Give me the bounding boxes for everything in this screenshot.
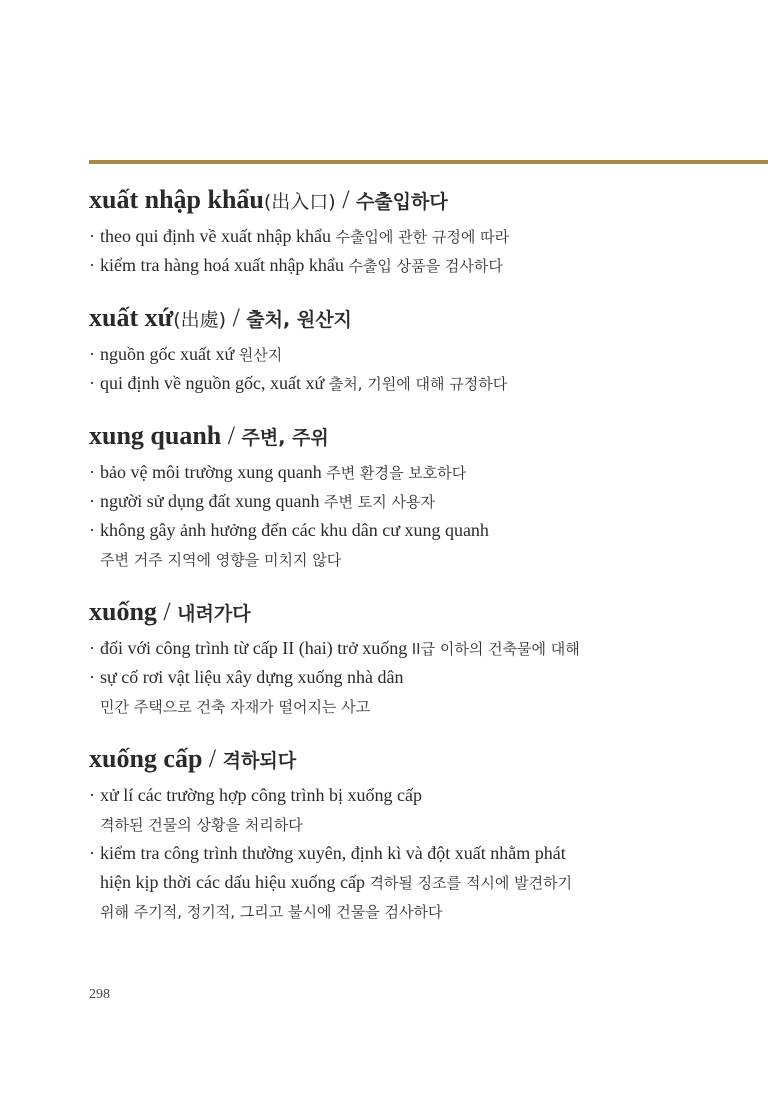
dictionary-entry — [89, 739, 749, 926]
example-line — [89, 487, 749, 516]
hanja: (出處) — [173, 309, 227, 331]
korean-meaning: 내려가다 — [177, 603, 251, 625]
korean-text: 원산지 — [238, 346, 283, 364]
vietnamese-text: theo qui định về xuất nhập khẩu — [100, 226, 336, 246]
vietnamese-text: hiện kịp thời các dấu hiệu xuống cấp — [100, 872, 370, 892]
korean-meaning: 격하되다 — [222, 750, 297, 772]
vietnamese-text: đối với công trình từ cấp II (hai) trở xuống — [100, 638, 412, 658]
example-line — [89, 545, 749, 574]
dictionary-entry — [89, 416, 749, 574]
headword-line — [89, 298, 749, 340]
vietnamese-text: sự cố rơi vật liệu xây dựng xuống nhà dân — [100, 667, 404, 687]
separator: / — [226, 303, 247, 332]
example-line — [89, 369, 749, 398]
bullet: · — [89, 843, 95, 863]
vietnamese-text: không gây ảnh hưởng đến các khu dân cư xung quanh — [100, 520, 489, 540]
korean-meaning: 출처, 원산지 — [246, 309, 352, 331]
headword: xuống — [89, 597, 157, 626]
korean-text: 격하된 건물의 상황을 처리하다 — [100, 816, 303, 834]
bullet: · — [89, 785, 95, 805]
dictionary-entry — [89, 180, 749, 280]
korean-text: II급 이하의 건축물에 대해 — [411, 640, 580, 658]
bullet: · — [89, 491, 95, 511]
korean-text: 주변 환경을 보호하다 — [326, 464, 467, 482]
korean-text: 위해 주기적, 정기적, 그리고 불시에 건물을 검사하다 — [100, 903, 443, 921]
headword-line — [89, 592, 749, 634]
headword: xuống cấp — [89, 744, 203, 773]
headword: xuất xứ — [89, 303, 174, 332]
example-line — [89, 868, 749, 897]
vietnamese-text: qui định về nguồn gốc, xuất xứ — [100, 373, 329, 393]
dictionary-entry — [89, 298, 749, 398]
bullet: · — [89, 667, 95, 687]
vietnamese-text: kiểm tra công trình thường xuyên, định kì và đột xuất nhằm phát — [100, 843, 566, 863]
example-line — [89, 634, 749, 663]
korean-meaning: 수출입하다 — [355, 191, 448, 213]
example-line — [89, 810, 749, 839]
headword: xuất nhập khẩu — [89, 185, 264, 214]
separator: / — [156, 597, 178, 626]
bullet: · — [89, 226, 95, 246]
korean-text: 주변 거주 지역에 영향을 미치지 않다 — [100, 551, 342, 569]
example-line — [89, 692, 749, 721]
hanja: (出入口) — [263, 191, 336, 213]
example-line — [89, 222, 749, 251]
bullet: · — [89, 255, 95, 275]
example-line — [89, 781, 749, 810]
vietnamese-text: kiểm tra hàng hoá xuất nhập khẩu — [100, 255, 349, 275]
example-line — [89, 458, 749, 487]
example-line — [89, 663, 749, 692]
korean-text: 수출입 상품을 검사하다 — [348, 257, 503, 275]
bullet: · — [89, 373, 95, 393]
separator: / — [202, 744, 223, 773]
separator: / — [335, 185, 356, 214]
dictionary-entry — [89, 592, 749, 721]
vietnamese-text: người sử dụng đất xung quanh — [100, 491, 325, 511]
bullet: · — [89, 462, 95, 482]
example-line — [89, 897, 749, 926]
korean-text: 수출입에 관한 규정에 따라 — [335, 228, 510, 246]
page-number: 298 — [89, 987, 110, 1002]
headword: xung quanh — [89, 421, 222, 450]
example-line — [89, 251, 749, 280]
example-line — [89, 340, 749, 369]
separator: / — [221, 421, 242, 450]
korean-text: 민간 주택으로 건축 자재가 떨어지는 사고 — [100, 698, 371, 716]
example-line — [89, 839, 749, 868]
korean-text: 출처, 기원에 대해 규정하다 — [328, 375, 508, 393]
example-line — [89, 516, 749, 545]
dictionary-entries — [89, 180, 749, 944]
headword-line — [89, 739, 749, 781]
vietnamese-text: nguồn gốc xuất xứ — [100, 344, 239, 364]
korean-meaning: 주변, 주위 — [241, 427, 329, 449]
vietnamese-text: xử lí các trường hợp công trình bị xuống cấp — [100, 785, 422, 805]
bullet: · — [89, 344, 95, 364]
headword-line — [89, 416, 749, 458]
korean-text: 주변 토지 사용자 — [324, 493, 435, 511]
bullet: · — [89, 638, 95, 658]
bullet: · — [89, 520, 95, 540]
headword-line — [89, 180, 749, 222]
top-rule — [89, 160, 768, 164]
vietnamese-text: bảo vệ môi trường xung quanh — [100, 462, 327, 482]
korean-text: 격하될 징조를 적시에 발견하기 — [369, 874, 573, 892]
